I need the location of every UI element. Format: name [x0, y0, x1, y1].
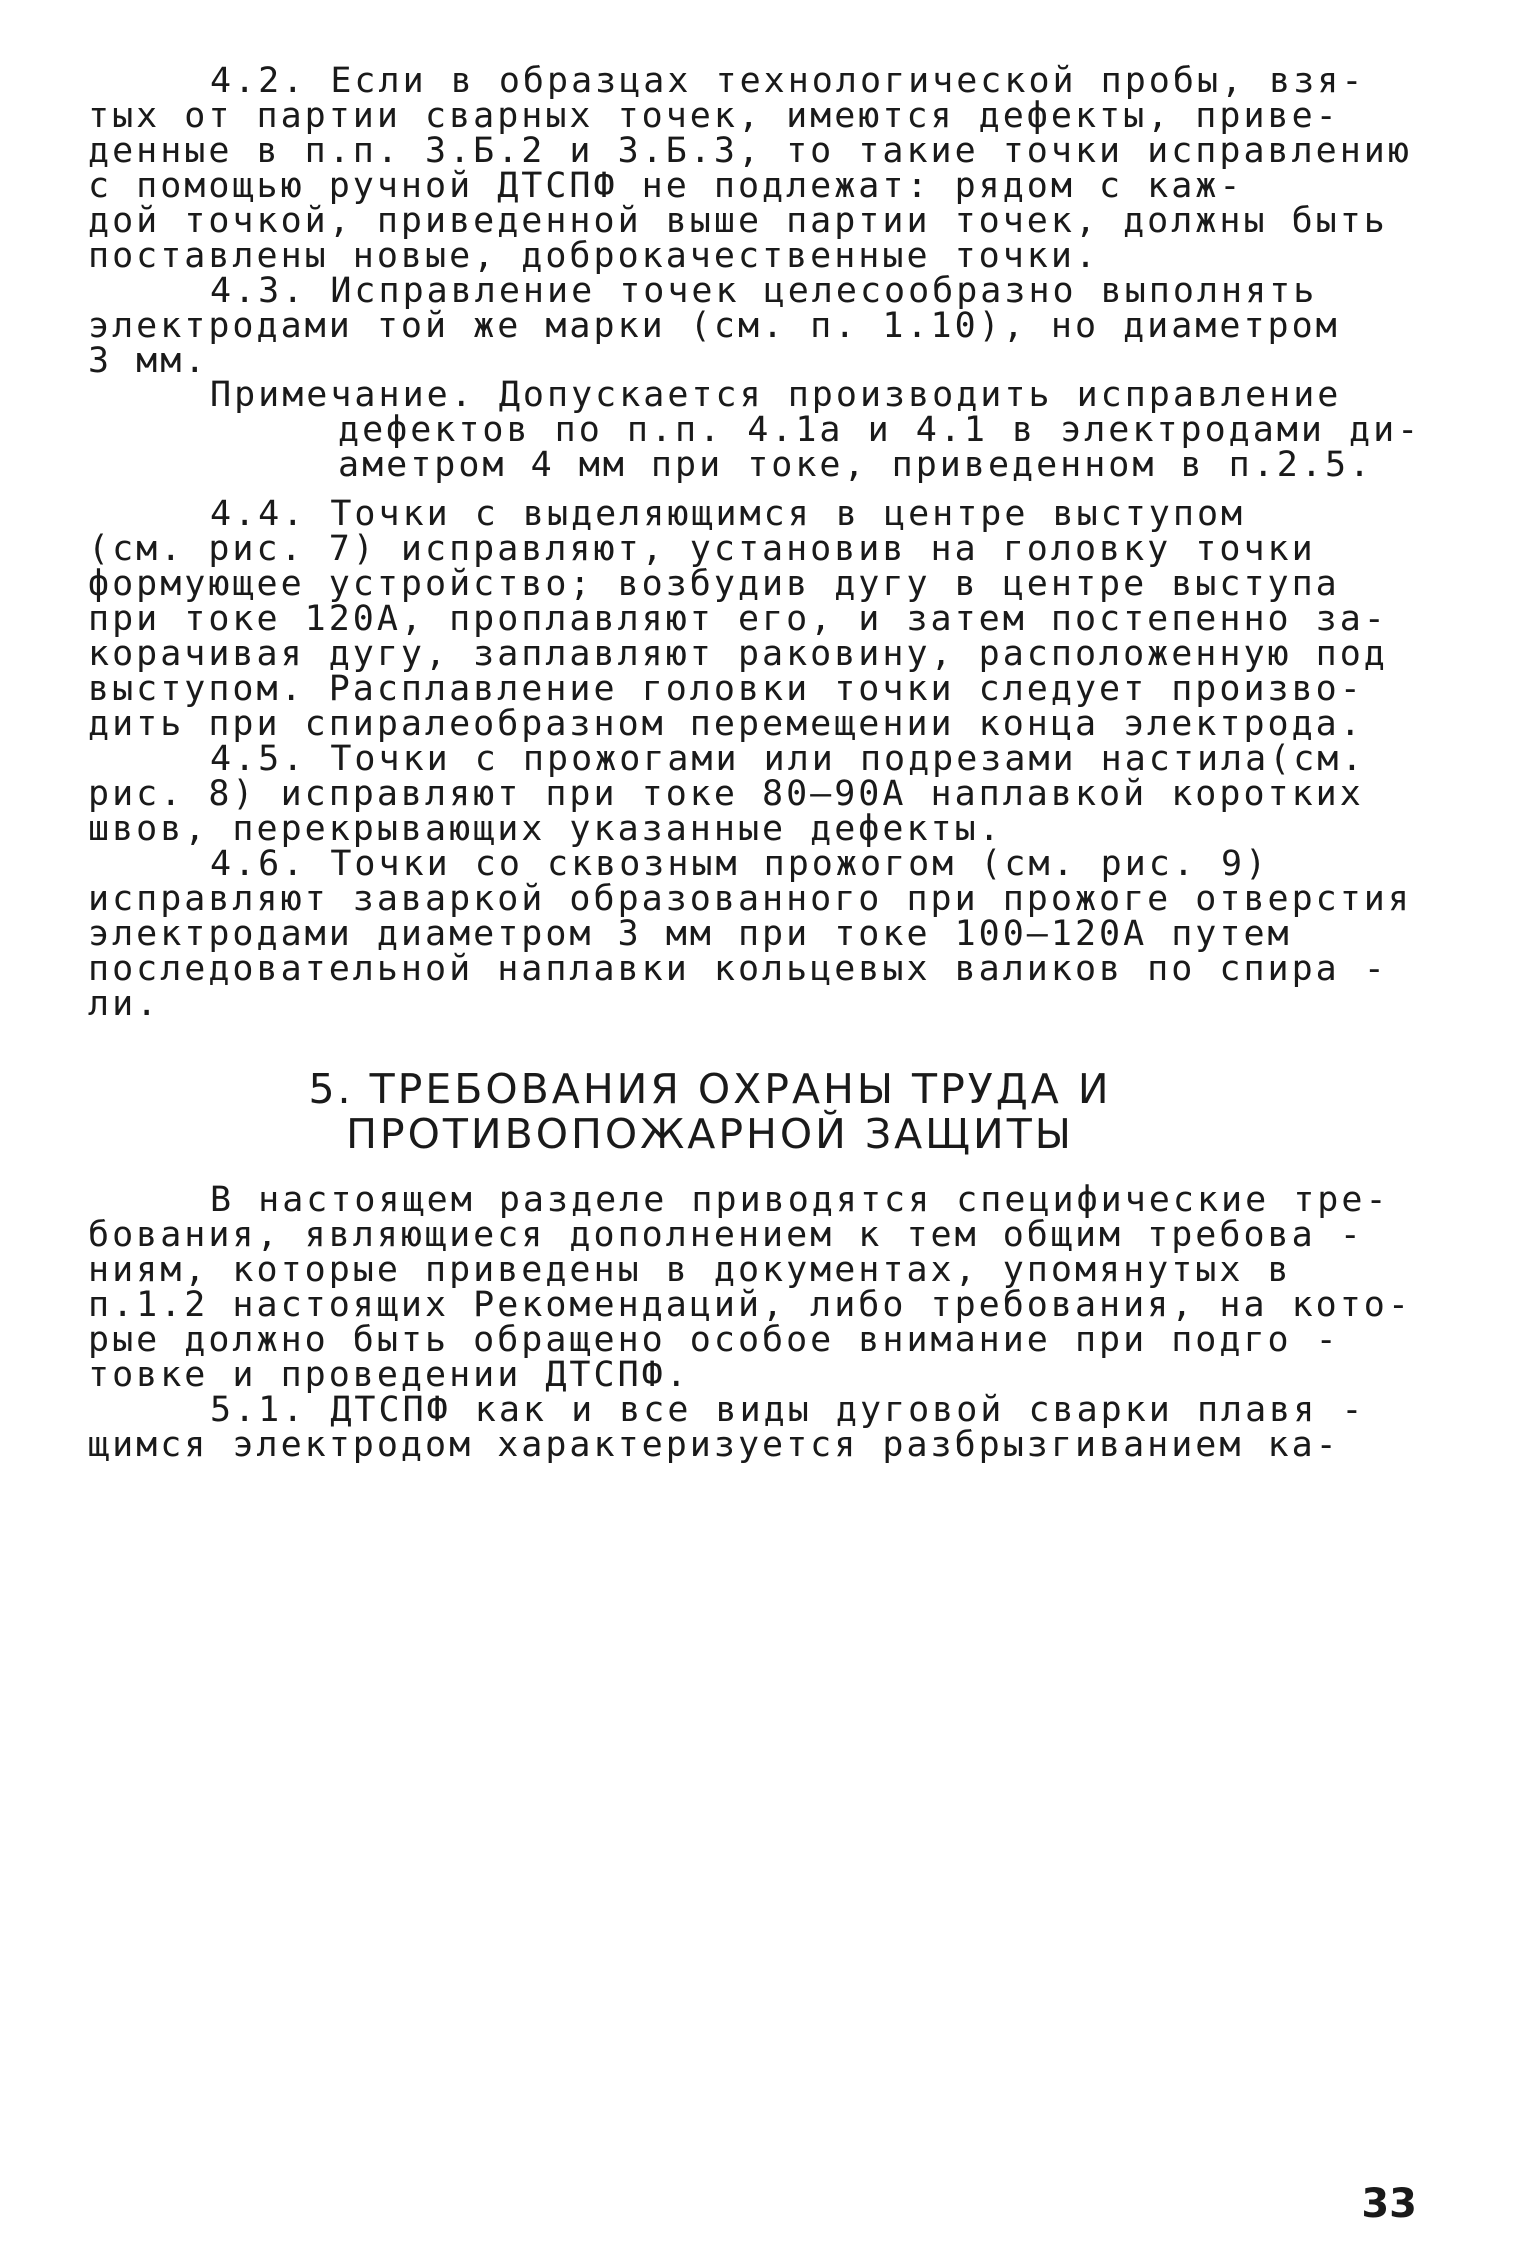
text-line: последовательной наплавки кольцевых валиков по спира -	[88, 949, 1388, 989]
note-line: дефектов по п.п. 4.1а и 4.1 в электродами ди-	[338, 410, 1422, 450]
text-line: дить при спиралеобразном перемещении конца электрода.	[88, 704, 1364, 744]
text-line: швов, перекрывающих указанные дефекты.	[88, 809, 1003, 849]
text-line: 5.1. ДТСПФ как и все виды дуговой сварки плавя -	[210, 1390, 1366, 1430]
text-line: бования, являющиеся дополнением к тем общим требова -	[88, 1215, 1364, 1255]
note-line: Примечание. Допускается производить исправление	[210, 375, 1342, 415]
text-line: 4.4. Точки с выделяющимся в центре выступом	[210, 494, 1246, 534]
text-line: 4.5. Точки с прожогами или подрезами настила(см.	[210, 739, 1366, 779]
text-line: корачивая дугу, заплавляют раковину, расположенную под	[88, 634, 1388, 674]
text-line: ниям, которые приведены в документах, упомянутых в	[88, 1250, 1292, 1290]
text-line: п.1.2 настоящих Рекомендаций, либо требования, на кото-	[88, 1285, 1412, 1325]
section-heading: 5. ТРЕБОВАНИЯ ОХРАНЫ ТРУДА И	[308, 1065, 1112, 1113]
text-line: поставлены новые, доброкачественные точки.	[88, 236, 1100, 276]
text-line: исправляют заваркой образованного при прожоге отверстия	[88, 879, 1412, 919]
text-line: ли.	[88, 984, 161, 1024]
section-heading: ПРОТИВОПОЖАРНОЙ ЗАЩИТЫ	[346, 1110, 1074, 1158]
note-line: аметром 4 мм при токе, приведенном в п.2.5.	[338, 445, 1374, 485]
text-line: 4.3. Исправление точек целесообразно выполнять	[210, 271, 1318, 311]
text-line: В настоящем разделе приводятся специфические тре-	[210, 1180, 1390, 1220]
text-line: электродами диаметром 3 мм при токе 100–120А путем	[88, 914, 1292, 954]
text-line: электродами той же марки (см. п. 1.10), но диаметром	[88, 306, 1340, 346]
text-line: с помощью ручной ДТСПФ не подлежат: рядом с каж-	[88, 166, 1244, 206]
text-line: рые должно быть обращено особое внимание при подго -	[88, 1320, 1340, 1360]
text-line: 3 мм.	[88, 341, 209, 381]
text-line: тых от партии сварных точек, имеются дефекты, приве-	[88, 96, 1340, 136]
text-line: 4.2. Если в образцах технологической пробы, взя-	[210, 61, 1366, 101]
text-line: выступом. Расплавление головки точки следует произво-	[88, 669, 1364, 709]
text-line: щимся электродом характеризуется разбрызгиванием ка-	[88, 1425, 1340, 1465]
text-line: товке и проведении ДТСПФ.	[88, 1355, 690, 1395]
text-line: рис. 8) исправляют при токе 80–90А наплавкой коротких	[88, 774, 1364, 814]
text-line: 4.6. Точки со сквозным прожогом (см. рис. 9)	[210, 844, 1270, 884]
text-line: формующее устройство; возбудив дугу в центре выступа	[88, 564, 1340, 604]
text-line: дой точкой, приведенной выше партии точек, должны быть	[88, 201, 1388, 241]
text-line: денные в п.п. 3.Б.2 и 3.Б.3, то такие точки исправлению	[88, 131, 1412, 171]
text-line: при токе 120А, проплавляют его, и затем постепенно за-	[88, 599, 1388, 639]
text-line: (см. рис. 7) исправляют, установив на головку точки	[88, 529, 1316, 569]
page-number: 33	[1361, 2181, 1417, 2227]
